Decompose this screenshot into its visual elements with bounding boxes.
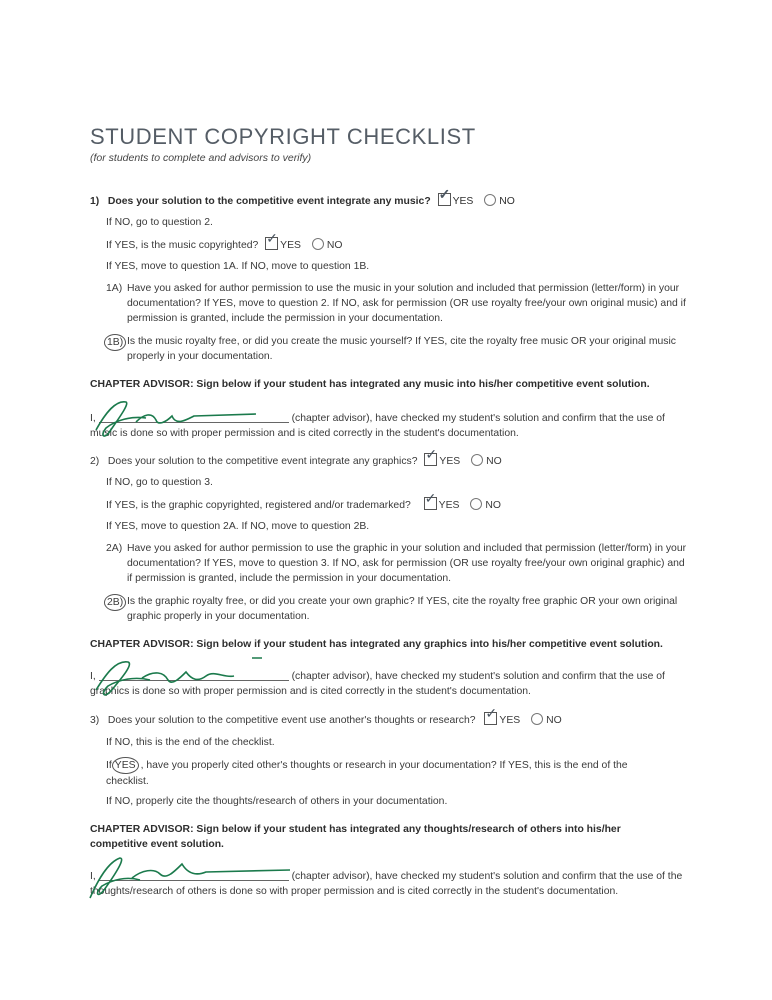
- q2-copyrighted: [106, 490, 501, 513]
- q2-copyright-yes-label: YES: [438, 500, 460, 511]
- q2-advisor-heading: CHAPTER ADVISOR: Sign below if your student has integrated any graphics into his/her competitive event solution.: [90, 639, 663, 650]
- q2-copyright-no-radio[interactable]: [470, 498, 482, 510]
- q3-if-prefix: If: [106, 760, 112, 771]
- q3-yes-circled: YES: [112, 757, 139, 774]
- q2-yes-label: YES: [439, 456, 461, 467]
- page-title: STUDENT COPYRIGHT CHECKLIST: [90, 124, 476, 149]
- q1-copyright-no-label: NO: [326, 240, 343, 251]
- checkmark-icon: ✓: [425, 446, 438, 462]
- q3-advisor-text: (chapter advisor), have checked my student's solution and confirm that the use of the thoughts/research of others is done so with proper permission and is cited correctly in the student's documentation.: [90, 871, 683, 897]
- q3-advisor-signature: [70, 846, 290, 906]
- q2-advisor-signature: [84, 650, 284, 700]
- q1b-label: 1B): [104, 334, 126, 351]
- q2-copyright-yes-checkbox[interactable]: [424, 490, 437, 510]
- q2-no-label: NO: [486, 456, 502, 467]
- q1-copyrighted-text: If YES, is the music copyrighted?: [106, 240, 259, 251]
- question-2: [90, 446, 502, 469]
- question-3-number: 3): [90, 715, 100, 726]
- checkmark-icon: ✓: [438, 186, 451, 202]
- q1-if-no: If NO, go to question 2.: [106, 217, 213, 228]
- q2b-label-wrap: [104, 594, 128, 611]
- q3-if-yes-text: , have you properly cited other's thoughts or research in your documentation? If YES, this is the end of the checklist.: [106, 760, 628, 787]
- q1-no-label: NO: [499, 196, 515, 207]
- q3-no-label: NO: [546, 715, 562, 726]
- q1-copyright-yes-label: YES: [280, 240, 301, 251]
- checkmark-icon: ✓: [485, 705, 498, 721]
- q3-if-no: If NO, this is the end of the checklist.: [106, 737, 275, 748]
- q1-if-yes-move: If YES, move to question 1A. If NO, move to question 1B.: [106, 261, 370, 272]
- checkmark-icon: ✓: [424, 490, 437, 506]
- q1-advisor-prefix: I,: [90, 413, 96, 424]
- q2-copyright-no-label: NO: [485, 500, 501, 511]
- question-1-text: Does your solution to the competitive event integrate any music?: [107, 196, 431, 207]
- question-3-text: Does your solution to the competitive event use another's thoughts or research?: [107, 715, 476, 726]
- q1-copyrighted: [106, 230, 343, 253]
- q1-yes-label: YES: [452, 196, 474, 207]
- question-2-number: 2): [90, 456, 100, 467]
- question-1-number: 1): [90, 196, 100, 207]
- q1b-label-wrap: [104, 334, 128, 351]
- q3-advisor-heading: CHAPTER ADVISOR: Sign below if your student has integrated any thoughts/research of others into his/her competitive event solution.: [90, 824, 621, 850]
- q1-copyright-no-radio[interactable]: [312, 238, 324, 250]
- q2a-label: 2A): [106, 543, 123, 554]
- q1-copyright-yes-checkbox[interactable]: [265, 230, 278, 250]
- question-3: [90, 705, 562, 728]
- checkmark-icon: ✓: [266, 230, 278, 246]
- q1-advisor-heading: CHAPTER ADVISOR: Sign below if your student has integrated any music into his/her competitive event solution.: [90, 379, 650, 390]
- question-2-text: Does your solution to the competitive event integrate any graphics?: [107, 456, 418, 467]
- q2-no-radio[interactable]: [471, 454, 483, 466]
- q3-yes-label: YES: [499, 715, 521, 726]
- q1b-text: Is the music royalty free, or did you create the music yourself? If YES, cite the royalty free music OR your original music properly in your documentation.: [127, 336, 676, 362]
- q2-yes-checkbox[interactable]: [424, 446, 438, 466]
- q1a-text: Have you asked for author permission to use the music in your solution and included that permission (letter/form) in your documentation? If YES, move to question 2. If NO, ask for permission (OR use royalty free/your own original music) and if permission is granted, include the permission in your documentation.: [127, 283, 686, 324]
- question-1: [90, 186, 515, 209]
- q3-no-radio[interactable]: [531, 713, 543, 725]
- q3-if-no-cite: If NO, properly cite the thoughts/research of others in your documentation.: [106, 796, 448, 807]
- q3-yes-checkbox[interactable]: [484, 705, 498, 725]
- q2-advisor-prefix: I,: [90, 671, 96, 682]
- q3-advisor-prefix: I,: [90, 871, 96, 882]
- q1a-label: 1A): [106, 283, 123, 294]
- q3-if-yes: [106, 757, 666, 789]
- q2b-text: Is the graphic royalty free, or did you create your own graphic? If YES, cite the royalty free graphic OR your own original graphic properly in your documentation.: [127, 596, 678, 622]
- page-subtitle: (for students to complete and advisors to verify): [90, 152, 312, 164]
- q2-if-yes-move: If YES, move to question 2A. If NO, move to question 2B.: [106, 521, 370, 532]
- q1-no-radio[interactable]: [484, 194, 496, 206]
- q1-yes-checkbox[interactable]: [438, 186, 451, 206]
- q2a-text: Have you asked for author permission to use the graphic in your solution and included that permission (letter/form) in your documentation? If YES, move to question 3. If NO, ask for permission (OR use royalty free/your own original graphic) and if permission is granted, include the permission in your documentation.: [127, 543, 687, 584]
- q2b-label: 2B): [104, 594, 126, 611]
- q2-if-no: If NO, go to question 3.: [106, 477, 213, 488]
- q2-advisor-text: (chapter advisor), have checked my student's solution and confirm that the use of graphics is done so with proper permission and is cited correctly in the student's documentation.: [90, 671, 665, 697]
- q2-copyrighted-text: If YES, is the graphic copyrighted, registered and/or trademarked?: [106, 500, 411, 511]
- q1-advisor-signature: [86, 392, 266, 442]
- q1-advisor-text: (chapter advisor), have checked my student's solution and confirm that the use of music is done so with proper permission and is cited correctly in the student's documentation.: [90, 413, 665, 439]
